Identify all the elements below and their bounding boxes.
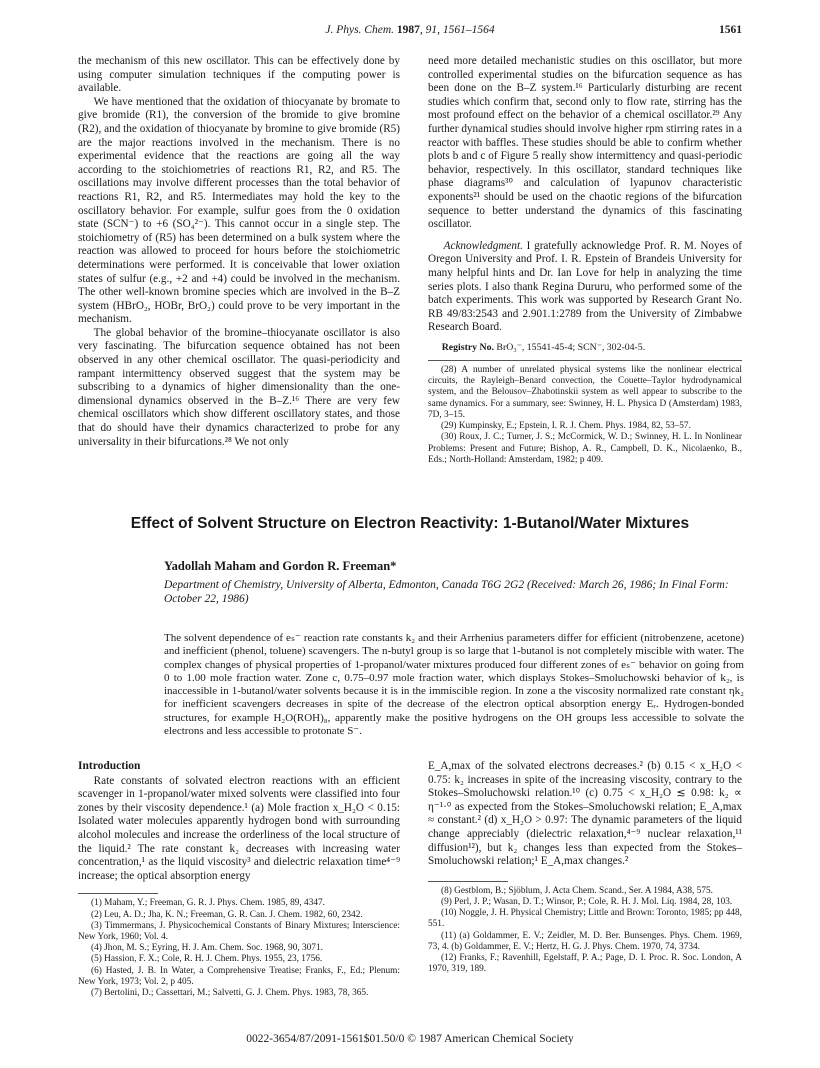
paragraph: Rate constants of solvated electron reactions with an efficient scavenger in 1-propanol/water mixed solvents were classified into four zones by their viscosity dependence.¹ (a) Mole fraction x_H₂O < 0.15: Isolated water molecules apparently hydrogen bond with surrounding alcohol molecules and increase the orderliness of the local structure of the liquid.² The rate constant k₂ decreases with increasing water concentration,¹ as the liquid viscosity³ and dielectric relaxation time⁴⁻⁹ increase; the optical absorption energy bbox=[78, 774, 400, 882]
reference-item: (3) Timmermans, J. Physicochemical Constants of Binary Mixtures; Interscience: New York, 1960; Vol. 4. bbox=[78, 920, 400, 942]
page-footer: 0022-3654/87/2091-1561$01.50/0 © 1987 American Chemical Society bbox=[246, 1033, 574, 1045]
article-authors: Yadollah Maham and Gordon R. Freeman* bbox=[164, 559, 397, 573]
reference-item: (6) Hasted, J. B. In Water, a Comprehensive Treatise; Franks, F., Ed.; Plenum: New York, 1973; Vol. 2, p 405. bbox=[78, 965, 400, 987]
reference-item: (11) (a) Goldammer, E. V.; Zeidler, M. D. Ber. Bunsenges. Phys. Chem. 1969, 73, 4. (b) Goldammer, E. V.; Hertz, H. G. J. Phys. Chem. 1970, 74, 3734. bbox=[428, 930, 742, 952]
reference-item: (4) Jhon, M. S.; Eyring, H. J. Am. Chem. Soc. 1968, 90, 3071. bbox=[91, 943, 323, 954]
reference-item: (12) Franks, F.; Ravenhill, Egelstaff, P. A.; Page, D. I. Proc. R. Soc. London, A 1970, 319, 189. bbox=[428, 952, 742, 975]
reference-item: (30) Roux, J. C.; Turner, J. S.; McCormick, W. D.; Swinney, H. L. In Nonlinear Problems: Present and Future; Bishop, A. R., Campbell, D. K., Nicolaenko, B., Eds.; North-Holland: Amsterdam, 1982; p 409. bbox=[428, 432, 742, 465]
prev-article-right-column bbox=[428, 55, 742, 466]
registry-numbers: Registry No. BrO₃⁻, 15541-45-4; SCN⁻, 302-04-5. bbox=[441, 341, 646, 353]
article-affiliation: Department of Chemistry, University of Alberta, Edmonton, Canada T6G 2G2 (Received: March 26, 1986; In Final Form: October 22, 1986) bbox=[164, 579, 729, 605]
paragraph: We have mentioned that the oxidation of thiocyanate by bromate to give bromide (R1), the conversion of the bromide to give bromine (R2), and the oxidation of thiocyanate by bromine to give bromide (R5) are the major reactions involved in the mechanism. There is no experimental evidence that the reactions are going all the way according to the stoichiometries of reactions R1, R2, and R5. The oscillations may involve different processes than the total behavior of reactions R1, R2, and R5. Intermediates may hold the key to the oscillatory behavior. For example, sulfur goes from the 0 oxidation state (SCN⁻) to +6 (SO₄²⁻). This cannot occur in a single step. The stoichiometry of (R5) has been determined on a bulk system where the reaction was allowed to proceed for hours before the stoichiometric determinations were performed. It is conceivable that lower oxiation states of sulfur (e.g., +2 and +4) could be involved in the mechanism. The other well-known bromine species which are involved in the B–Z system (HBrO₂, HOBr, BrO₂) could prove to be very important in the mechanism. bbox=[78, 95, 400, 326]
intro-right-column bbox=[428, 760, 742, 975]
reference-list bbox=[428, 886, 742, 976]
journal-citation: J. Phys. Chem. 1987, 91, 1561–1564 bbox=[325, 24, 495, 36]
section-heading: Introduction bbox=[78, 760, 141, 772]
reference-item: (7) Bertolini, D.; Cassettari, M.; Salvetti, G. J. Chem. Phys. 1983, 78, 365. bbox=[91, 987, 369, 998]
reference-item: (29) Kumpinsky, E.; Epstein, I. R. J. Chem. Phys. 1984, 82, 53–57. bbox=[441, 421, 691, 432]
prev-article-left-column bbox=[78, 55, 400, 449]
paragraph: need more detailed mechanistic studies on this oscillator, but more controlled experimental studies on the bifurcation sequence as has been done on the B–Z system.¹⁶ Particularly disturbing are recent studies which confirm that, second only to flow rate, stirring has the most profound effect on the behavior of a chemical oscillator.²⁹ Any further dynamical studies should involve higher rpm stirring rates in a reactor with baffles. These studies should be able to confirm whether plots b and c of Figure 5 really show intermittency and quasi-periodic behavior, respectively. In this oscillator, standard techniques like phase diagrams³⁰ and calculation of lyapunov characteristic exponents²¹ should be used on the chaotic regions of the bifurcation sequence to better understand the dynamics of this fascinating oscillator. bbox=[428, 55, 742, 231]
acknowledgment: Acknowledgment. I gratefully acknowledge Prof. R. M. Noyes of Oregon University and Prof. I. R. Epstein of Brandeis University for many helpful hints and Dr. Ian Love for help in analyzing the time series plots. I also thank Regina Dururu, who performed some of the batch experiments. This work was supported by Research Grant No. RB 49/83:2543 and 2.901.1:2789 from the University of Zimbabwe Research Board. bbox=[428, 239, 742, 334]
footnote-rule bbox=[428, 881, 508, 882]
paragraph: E_A,max of the solvated electrons decreases.² (b) 0.15 < x_H₂O < 0.75: k₂ increases in spite of the increasing viscosity, contrary to the Stokes–Smoluchowski relation.¹⁰ (c) 0.75 < x_H₂O ≲ 0.98: k₂ ∝ η⁻¹·⁰ as expected from the Stokes–Smoluchowski relation; E_A,max ≈ constant.² (d) x_H₂O > 0.97: The dynamic parameters of the liquid change appreciably (dielectric relaxation,⁴⁻⁹ nuclear relaxation,¹¹ diffusion¹²), but k₂ changes less than expected from the Stokes–Smoluchowski relation;¹ E_A,max changes.² bbox=[428, 760, 742, 868]
paragraph: the mechanism of this new oscillator. This can be effectively done by using computer simulation techniques if the computing power is available. bbox=[78, 55, 400, 95]
reference-item: (9) Perl, J. P.; Wasan, D. T.; Winsor, P.; Cole, R. H. J. Mol. Liq. 1984, 28, 103. bbox=[441, 896, 733, 907]
intro-left-column bbox=[78, 760, 400, 999]
reference-list bbox=[428, 365, 742, 466]
reference-item: (1) Maham, Y.; Freeman, G. R. J. Phys. Chem. 1985, 89, 4347. bbox=[91, 898, 325, 909]
reference-item: (10) Noggle, J. H. Physical Chemistry; Little and Brown: Toronto, 1985; pp 448, 551. bbox=[428, 908, 742, 930]
reference-item: (8) Gestblom, B.; Sjöblum, J. Acta Chem. Scand., Ser. A 1984, A38, 575. bbox=[441, 885, 713, 896]
paragraph: The global behavior of the bromine–thiocyanate oscillator is also very fascinating. The bifurcation sequence obtained has not been observed in any other chemical oscillator. The quasi-periodicity and rampant intermittency observed suggest that the system may be subscribing to a dynamics of higher dimensionality than the one-dimensional dynamics observed in the B–Z.¹⁶ There are very few chemical oscillators which show different oscillatory states, and those that do should have their dynamics characterized to probe for any universality in their bifurcations.²⁸ We not only bbox=[78, 326, 400, 448]
reference-item: (28) A number of unrelated physical systems like the nonlinear electrical circuits, the Rayleigh–Benard convection, the Couette–Taylor hydrodynamical system, and the Belousov–Zhabotinskii system as well appear to subscribe to the same dynamics. For a summary, see: Swinney, H. L. Physica D (Amsterdam) 1983, 7D, 3–15. bbox=[428, 365, 742, 420]
reference-item: (5) Hassion, F. X.; Cole, R. H. J. Chem. Phys. 1955, 23, 1756. bbox=[91, 954, 323, 965]
reference-list bbox=[78, 898, 400, 999]
article-abstract: The solvent dependence of eₛ⁻ reaction rate constants k₂ and their Arrhenius parameters differ for efficient (nitrobenzene, acetone) and inefficient (phenol, toluene) scavengers. The n-butyl group is so large that 1-butanol is not completely miscible with water. The complex changes of physical properties of 1-propanol/water mixtures produced four different zones of eₛ⁻ behavior on going from 0 to 1.00 mole fraction water. Zone c, 0.75–0.97 mole fraction water, which displays Stokes–Smoluchowski behavior of k₂, is inaccessible in 1-butanol/water solvents because it is in the immiscible region. In zone a the viscosity normalized rate constant ηk₂ for inefficient scavengers decreases in spite of the decrease of the electron optical absorption energy Eᵣ. Hydrogen-bonded structures, for example H₂O(ROH)₈, apparently make the positive hydrogens on the OH groups less accessible to solvate the electrons and less accessible to protonate S⁻. bbox=[164, 632, 744, 738]
page-number: 1561 bbox=[719, 24, 742, 36]
footnote-rule bbox=[78, 893, 158, 894]
reference-item: (2) Leu, A. D.; Jha, K. N.; Freeman, G. R. Can. J. Chem. 1982, 60, 2342. bbox=[91, 909, 363, 920]
footnote-rule bbox=[428, 360, 742, 361]
article-title: Effect of Solvent Structure on Electron Reactivity: 1-Butanol/Water Mixtures bbox=[130, 515, 690, 532]
running-header bbox=[78, 24, 742, 40]
